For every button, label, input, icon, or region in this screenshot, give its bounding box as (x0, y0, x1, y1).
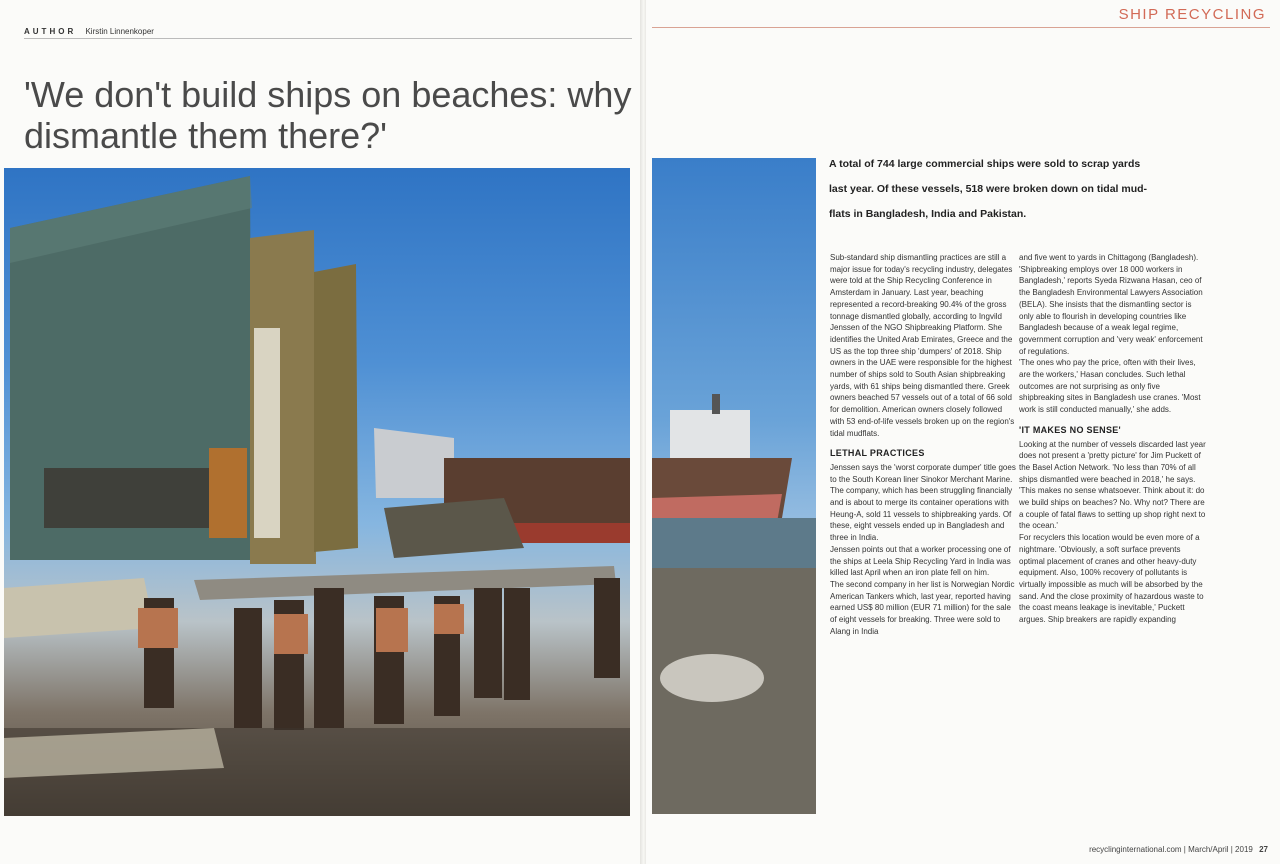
author-label: AUTHOR (24, 27, 77, 36)
subheading-lethal-practices: LETHAL PRACTICES (830, 448, 925, 459)
footer-source: recyclinginternational.com | March/April | 2019 (1089, 845, 1253, 854)
paragraph: For recyclers this location would be even more of a nightmare. 'Obviously, a soft surface prevents optimal placement of cranes and other heavy-duty equipment. Also, 100% recovery of pollutants is virtually impossible as much will be absorbed by the sand. And the close proximity of hazardous waste to the coast means leakage is inevitable,' Puckett argues. Ship breakers are rapidly expanding (1019, 533, 1204, 625)
paragraph: and five went to yards in Chittagong (Bangladesh). (1019, 253, 1199, 262)
author-rule (24, 38, 632, 39)
headline: 'We don't build ships on beaches: why dismantle them there?' (24, 74, 632, 156)
paragraph: Jenssen points out that a worker processing one of the ships at Leela Ship Recycling Yard in India was killed last April when an iron plate fell on him. (830, 544, 1011, 578)
article-column-2 (1019, 252, 1207, 626)
side-photo-illustration (652, 158, 816, 814)
shipbreaking-workers-photo (4, 168, 630, 816)
paragraph: 'The ones who pay the price, often with their lives, are the workers,' Hasan concludes. Such lethal outcomes are not surprising as only five shipbreaking sites in Bangladesh use cranes. 'Most work is still conducted manually,' she adds. (1019, 358, 1201, 415)
page-footer (1089, 845, 1268, 854)
article-column-1 (830, 252, 1018, 638)
author-line (24, 27, 154, 36)
section-label: SHIP RECYCLING (1118, 6, 1266, 23)
paragraph: The second company in her list is Norwegian Nordic American Tankers which, last year, reported having earned US$ 80 million (EUR 71 million) for the sale of eight vessels for breaking. Three were sold to Alang in India (830, 579, 1015, 636)
page-number: 27 (1259, 845, 1268, 854)
paragraph: 'Shipbreaking employs over 18 000 workers in Bangladesh,' reports Syeda Rizwana Hasan, ceo of the Bangladesh Environmental Lawyers Association (BELA). She insists that the dismantling sector is only able to flourish in developing countries like Bangladesh because of a weak legal regime, government corruption and 'very weak' enforcement of regulations. (1019, 264, 1203, 356)
subheading-it-makes-no-sense: 'IT MAKES NO SENSE' (1019, 424, 1121, 435)
section-rule (652, 27, 1270, 28)
paragraph: Jenssen says the 'worst corporate dumper' title goes to the South Korean liner Sinokor Merchant Marine. The company, which has been struggling financially and is about to merge its container operations with Heung-A, sold 11 vessels to shipbreaking yards. Of these, eight vessels ended up in Bangladesh and three in India. (830, 462, 1016, 543)
standfirst: A total of 744 large commercial ships were sold to scrap yards last year. Of these vessels, 518 were broken down on tidal mud-flats in Bangladesh, India and Pakistan. (829, 158, 1148, 220)
paragraph: Looking at the number of vessels discarded last year does not present a 'pretty picture' for Jim Puckett of the Basel Action Network. 'No less than 70% of all ships dismantled were beached in 2018,' he says. 'This makes no sense whatsoever. Think about it: do we build ships on beaches? No. Why not? There are a couple of fatal flaws to setting up shop right next to the ocean.' (1019, 439, 1206, 531)
author-name: Kirstin Linnenkoper (85, 27, 154, 36)
photo-illustration (4, 168, 630, 816)
beached-ship-photo (652, 158, 816, 814)
paragraph: Sub-standard ship dismantling practices are still a major issue for today's recycling industry, delegates were told at the Ship Recycling Conference in Amsterdam in January. Last year, beaching represented a record-breaking 90.4% of the gross tonnage dismantled globally, according to Ingvild Jenssen of the NGO Shipbreaking Platform. She identifies the United Arab Emirates, Greece and the US as the top three ship 'dumpers' of 2018. Ship owners in the UAE were responsible for the highest number of ships sold to South Asian shipbreaking yards, with 61 ships being dismantled there. Greek owners beached 57 vessels out of a total of 66 sold for demolition. American owners closely followed with 53 end-of-life vessels broken up on the region's tidal mudflats. (830, 253, 1015, 438)
